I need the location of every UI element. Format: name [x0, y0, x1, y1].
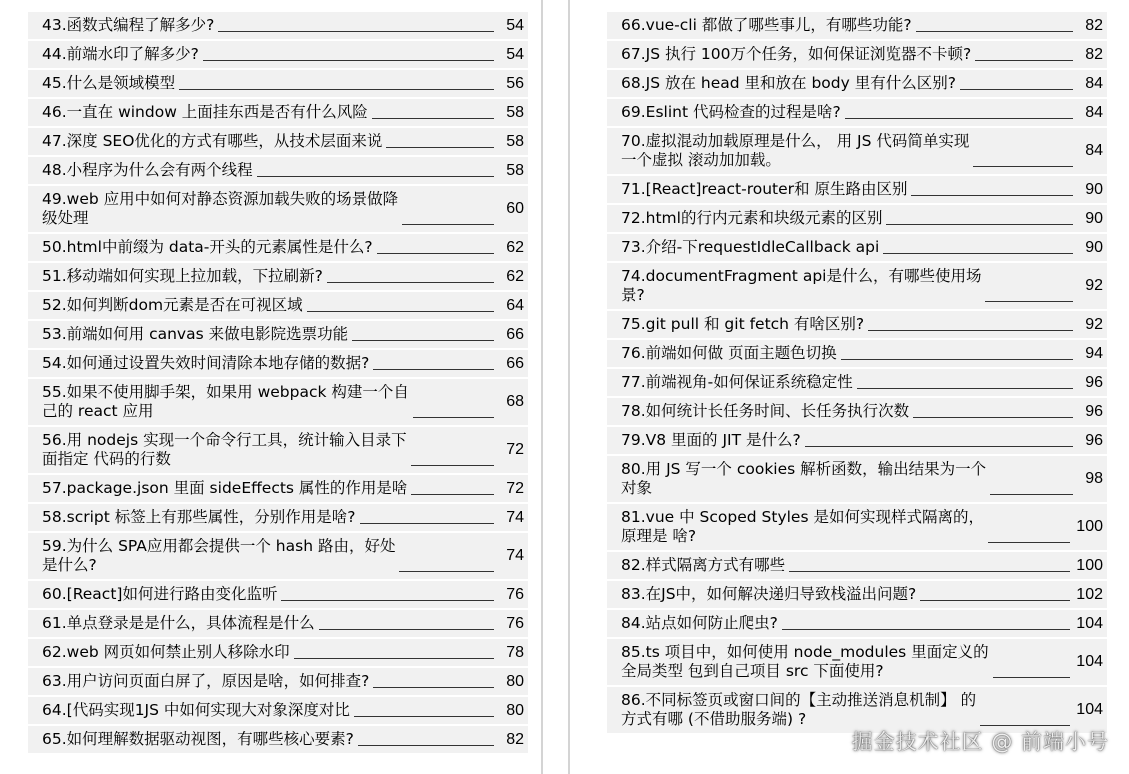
toc-entry-page-number: 84 [1085, 142, 1103, 159]
dot-leader [294, 658, 494, 659]
toc-entry-page-number: 82 [1085, 16, 1103, 34]
dot-leader [411, 465, 494, 466]
toc-entry-title: 86.不同标签页或窗口间的【主动推送消息机制】 的 方式有哪 (不借助服务端) ? [621, 691, 977, 728]
dot-leader [990, 494, 1073, 495]
toc-entry-page-number: 96 [1085, 373, 1103, 391]
toc-entry[interactable] [607, 427, 1107, 454]
dot-leader [857, 388, 1073, 389]
toc-entry[interactable] [28, 475, 528, 502]
toc-entry-title: 51.移动端如何实现上拉加载，下拉刷新? [42, 267, 323, 285]
toc-entry-page-number: 60 [506, 200, 524, 217]
dot-leader [373, 687, 494, 688]
toc-entry[interactable] [607, 70, 1107, 97]
toc-entry-page-number: 74 [506, 547, 524, 564]
toc-entry-page-number: 78 [506, 643, 524, 661]
toc-entry-title: 57.package.json 里面 sideEffects 属性的作用是啥 [42, 479, 408, 497]
toc-entry[interactable] [28, 263, 528, 290]
page-gutter-right [568, 0, 570, 774]
toc-entry-page-number: 92 [1085, 315, 1103, 333]
toc-entry-title: 49.web 应用中如何对静态资源加载失败的场景做降 级处理 [42, 190, 399, 227]
dot-leader [411, 494, 494, 495]
dot-leader [973, 166, 1073, 167]
toc-entry[interactable] [607, 552, 1107, 579]
toc-entry-page-number: 90 [1085, 180, 1103, 198]
toc-entry[interactable] [607, 504, 1107, 550]
toc-entry[interactable] [607, 99, 1107, 126]
toc-entry-page-number: 104 [1076, 614, 1103, 632]
toc-entry-title: 53.前端如何用 canvas 来做电影院选票功能 [42, 325, 349, 343]
toc-entry[interactable] [28, 726, 528, 753]
toc-entry-page-number: 76 [506, 614, 524, 632]
toc-entry[interactable] [28, 321, 528, 348]
dot-leader [805, 446, 1073, 447]
dot-leader [360, 523, 495, 524]
toc-entry[interactable] [607, 581, 1107, 608]
dot-leader [868, 330, 1073, 331]
toc-entry[interactable] [28, 234, 528, 261]
toc-entry-page-number: 66 [506, 325, 524, 343]
dot-leader [386, 147, 494, 148]
dot-leader [358, 745, 494, 746]
toc-entry-title: 50.html中前缀为 data-开头的元素属性是什么? [42, 238, 373, 256]
watermark: 掘金技术社区 @ 前端小号 [851, 730, 1109, 754]
toc-entry-page-number: 100 [1076, 556, 1103, 574]
toc-entry-page-number: 66 [506, 354, 524, 372]
dot-leader [985, 301, 1073, 302]
toc-entry-title: 83.在JS中，如何解决递归导致栈溢出问题? [621, 585, 917, 603]
toc-entry-page-number: 100 [1076, 518, 1103, 535]
dot-leader [203, 60, 494, 61]
toc-entry-title: 43.函数式编程了解多少? [42, 16, 215, 34]
dot-leader [373, 369, 494, 370]
dot-leader [281, 600, 494, 601]
toc-entry[interactable] [607, 41, 1107, 68]
toc-entry-page-number: 54 [506, 16, 524, 34]
page-gutter-left [541, 0, 543, 774]
toc-entry-page-number: 82 [506, 730, 524, 748]
toc-entry-page-number: 94 [1085, 344, 1103, 362]
toc-entry[interactable] [607, 456, 1107, 502]
toc-entry-page-number: 104 [1076, 653, 1103, 670]
toc-entry[interactable] [28, 581, 528, 608]
toc-entry-title: 79.V8 里面的 JIT 是什么? [621, 431, 801, 449]
dot-leader [372, 118, 494, 119]
toc-entry-page-number: 84 [1085, 103, 1103, 121]
toc-entry-title: 45.什么是领域模型 [42, 74, 176, 92]
toc-entry-page-number: 72 [506, 479, 524, 497]
toc-entry-page-number: 56 [506, 74, 524, 92]
toc-entry-title: 56.用 nodejs 实现一个命令行工具，统计输入目录下 面指定 代码的行数 [42, 431, 407, 468]
toc-entry[interactable] [28, 379, 528, 425]
toc-entry[interactable] [28, 504, 528, 531]
dot-leader [354, 716, 494, 717]
toc-entry-title: 67.JS 执行 100万个任务，如何保证浏览器不卡顿? [621, 45, 972, 63]
dot-leader [327, 282, 494, 283]
dot-leader [319, 629, 494, 630]
toc-entry[interactable] [607, 128, 1107, 174]
toc-entry-title: 80.用 JS 写一个 cookies 解析函数，输出结果为一个 对象 [621, 460, 987, 497]
toc-entry-title: 69.Eslint 代码检查的过程是啥? [621, 103, 841, 121]
dot-leader [916, 31, 1073, 32]
toc-entry[interactable] [28, 41, 528, 68]
toc-entry-title: 54.如何通过设置失效时间清除本地存储的数据? [42, 354, 370, 372]
toc-entry[interactable] [607, 311, 1107, 338]
toc-entry-title: 70.虚拟混动加载原理是什么， 用 JS 代码简单实现 一个虚拟 滚动加加载。 [621, 132, 970, 169]
toc-entry[interactable] [28, 350, 528, 377]
toc-entry-page-number: 80 [506, 701, 524, 719]
toc-entry-title: 71.[React]react-router和 原生路由区别 [621, 180, 908, 198]
toc-entry-page-number: 58 [506, 103, 524, 121]
toc-entry-page-number: 80 [506, 672, 524, 690]
toc-entry[interactable] [607, 340, 1107, 367]
dot-leader [920, 600, 1070, 601]
toc-entry-title: 82.样式隔离方式有哪些 [621, 556, 786, 574]
toc-entry-title: 60.[React]如何进行路由变化监听 [42, 585, 278, 603]
toc-entry-page-number: 58 [506, 132, 524, 150]
toc-entry-title: 47.深度 SEO优化的方式有哪些，从技术层面来说 [42, 132, 383, 150]
toc-entry[interactable] [607, 263, 1107, 309]
dot-leader [913, 417, 1073, 418]
toc-entry-page-number: 62 [506, 267, 524, 285]
dot-leader [911, 195, 1073, 196]
dot-leader [179, 89, 494, 90]
toc-entry-page-number: 90 [1085, 238, 1103, 256]
toc-entry-title: 75.git pull 和 git fetch 有啥区别? [621, 315, 865, 333]
toc-entry-page-number: 84 [1085, 74, 1103, 92]
dot-leader [399, 571, 494, 572]
toc-entry[interactable] [607, 398, 1107, 425]
toc-entry-page-number: 90 [1085, 209, 1103, 227]
toc-entry-title: 52.如何判断dom元素是否在可视区域 [42, 296, 303, 314]
toc-entry-title: 65.如何理解数据驱动视图，有哪些核心要素? [42, 730, 354, 748]
toc-entry-title: 78.如何统计长任务时间、长任务执行次数 [621, 402, 910, 420]
toc-entry[interactable] [607, 176, 1107, 203]
toc-entry-title: 46.一直在 window 上面挂东西是否有什么风险 [42, 103, 368, 121]
toc-entry-page-number: 82 [1085, 45, 1103, 63]
toc-right-column [607, 0, 1107, 774]
toc-entry-title: 81.vue 中 Scoped Styles 是如何实现样式隔离的， 原理是 啥? [621, 508, 984, 545]
toc-entry[interactable] [28, 157, 528, 184]
toc-entry-page-number: 92 [1085, 277, 1103, 294]
toc-entry[interactable] [28, 186, 528, 232]
toc-entry-title: 55.如果不使用脚手架，如果用 webpack 构建一个自 己的 react 应用 [42, 383, 409, 420]
dot-leader [402, 224, 494, 225]
toc-entry-page-number: 54 [506, 45, 524, 63]
toc-entry[interactable] [607, 12, 1107, 39]
toc-entry-page-number: 98 [1085, 470, 1103, 487]
toc-entry[interactable] [607, 369, 1107, 396]
toc-entry[interactable] [28, 668, 528, 695]
dot-leader [988, 542, 1070, 543]
toc-left-column [28, 0, 528, 774]
toc-entry[interactable] [28, 70, 528, 97]
toc-entry[interactable] [28, 639, 528, 666]
toc-entry[interactable] [28, 292, 528, 319]
dot-leader [841, 359, 1073, 360]
toc-entry-page-number: 68 [506, 393, 524, 410]
dot-leader [352, 340, 494, 341]
dot-leader [218, 31, 494, 32]
toc-entry[interactable] [28, 12, 528, 39]
dot-leader [377, 253, 494, 254]
toc-entry-title: 84.站点如何防止爬虫? [621, 614, 778, 632]
toc-entry[interactable] [28, 99, 528, 126]
toc-entry-title: 68.JS 放在 head 里和放在 body 里有什么区别? [621, 74, 956, 92]
toc-entry[interactable] [28, 610, 528, 637]
dot-leader [845, 118, 1073, 119]
dot-leader [413, 417, 494, 418]
toc-entry-title: 63.用户访问页面白屏了，原因是啥，如何排查? [42, 672, 370, 690]
dot-leader [307, 311, 494, 312]
toc-entry-page-number: 96 [1085, 431, 1103, 449]
toc-entry-title: 66.vue-cli 都做了哪些事儿，有哪些功能? [621, 16, 912, 34]
toc-entry-page-number: 76 [506, 585, 524, 603]
toc-entry-title: 73.介绍-下requestIdleCallback api [621, 238, 880, 256]
toc-entry-page-number: 64 [506, 296, 524, 314]
toc-entry-page-number: 96 [1085, 402, 1103, 420]
toc-entry[interactable] [607, 234, 1107, 261]
toc-entry-title: 44.前端水印了解多少? [42, 45, 199, 63]
toc-entry-page-number: 104 [1076, 701, 1103, 718]
dot-leader [960, 89, 1073, 90]
dot-leader [257, 176, 494, 177]
toc-entry-title: 76.前端如何做 页面主题色切换 [621, 344, 837, 362]
toc-entry-page-number: 102 [1076, 585, 1103, 603]
toc-entry-title: 74.documentFragment api是什么，有哪些使用场 景? [621, 267, 982, 304]
toc-entry-title: 85.ts 项目中，如何使用 node_modules 里面定义的 全局类型 包到自己项目 src 下面使用? [621, 643, 989, 680]
toc-entry-page-number: 72 [506, 441, 524, 458]
toc-entry-title: 77.前端视角-如何保证系统稳定性 [621, 373, 853, 391]
dot-leader [993, 677, 1071, 678]
toc-entry-title: 62.web 网页如何禁止别人移除水印 [42, 643, 290, 661]
toc-entry-page-number: 58 [506, 161, 524, 179]
toc-entry-title: 48.小程序为什么会有两个线程 [42, 161, 253, 179]
dot-leader [782, 629, 1070, 630]
toc-entry-title: 61.单点登录是是什么，具体流程是什么 [42, 614, 315, 632]
toc-entry-page-number: 62 [506, 238, 524, 256]
toc-entry-title: 64.[代码实现1JS 中如何实现大对象深度对比 [42, 701, 350, 719]
toc-entry-page-number: 74 [506, 508, 524, 526]
toc-entry-title: 59.为什么 SPA应用都会提供一个 hash 路由，好处 是什么? [42, 537, 396, 574]
toc-entry[interactable] [28, 697, 528, 724]
dot-leader [883, 253, 1073, 254]
dot-leader [975, 60, 1073, 61]
toc-entry[interactable] [28, 533, 528, 579]
toc-entry[interactable] [607, 639, 1107, 685]
toc-entry[interactable] [28, 128, 528, 155]
toc-entry[interactable] [607, 205, 1107, 232]
toc-entry-title: 58.script 标签上有那些属性，分别作用是啥? [42, 508, 356, 526]
dot-leader [886, 224, 1073, 225]
toc-entry-title: 72.html的行内元素和块级元素的区别 [621, 209, 883, 227]
toc-entry[interactable] [607, 610, 1107, 637]
toc-entry[interactable] [28, 427, 528, 473]
dot-leader [789, 571, 1070, 572]
